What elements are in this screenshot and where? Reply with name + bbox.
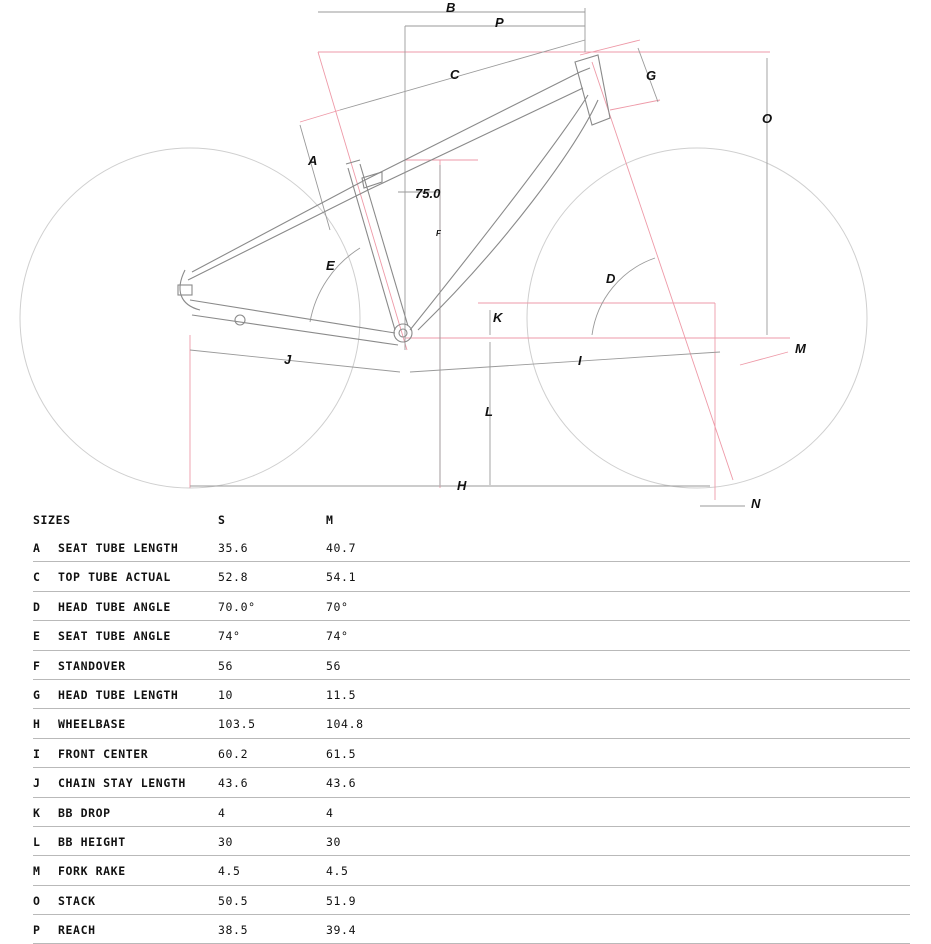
row-value-s: 56 (218, 658, 234, 673)
row-name: HEAD TUBE LENGTH (58, 687, 179, 702)
row-name: BB DROP (58, 805, 111, 820)
row-name: REACH (58, 923, 96, 938)
label-g: G (646, 68, 657, 83)
label-seat-angle-value: 75.0 (415, 186, 441, 201)
row-name: SEAT TUBE LENGTH (58, 541, 179, 555)
label-j: J (284, 352, 292, 367)
row-code: G (33, 687, 41, 702)
row-name: TOP TUBE ACTUAL (58, 570, 171, 585)
row-name: STANDOVER (58, 658, 126, 673)
row-value-m: 70° (326, 599, 349, 614)
row-value-m: 11.5 (326, 687, 357, 702)
row-name: WHEELBASE (58, 717, 126, 732)
row-value-m: 4.5 (326, 864, 349, 879)
label-a: A (308, 153, 318, 168)
table-row (33, 798, 910, 827)
row-name: BB HEIGHT (58, 834, 126, 849)
table-row (33, 709, 910, 738)
row-code: L (33, 834, 41, 849)
table-row (33, 827, 910, 856)
row-value-m: 51.9 (326, 893, 357, 908)
row-code: P (33, 923, 41, 938)
row-value-s: 52.8 (218, 570, 249, 585)
row-name: CHAIN STAY LENGTH (58, 776, 186, 791)
row-value-s: 10 (218, 687, 234, 702)
front-wheel (527, 148, 867, 488)
row-value-m: 61.5 (326, 746, 357, 761)
row-code: E (33, 629, 41, 644)
table-row (33, 886, 910, 915)
row-code: J (33, 776, 41, 791)
row-value-s: 38.5 (218, 923, 249, 938)
row-value-m: 104.8 (326, 717, 364, 732)
label-p: P (495, 15, 504, 30)
label-l: L (485, 404, 493, 419)
row-code: K (33, 805, 41, 820)
row-value-s: 4 (218, 805, 226, 820)
table-row (33, 680, 910, 709)
row-value-m: 54.1 (326, 570, 357, 585)
row-value-m: 43.6 (326, 776, 357, 791)
row-value-m: 56 (326, 658, 342, 673)
row-name: HEAD TUBE ANGLE (58, 599, 171, 614)
label-e: E (326, 258, 335, 273)
header-size-m: M (326, 513, 334, 527)
row-value-s: 4.5 (218, 864, 241, 879)
label-n: N (751, 496, 761, 510)
table-header (33, 505, 910, 533)
row-value-s: 35.6 (218, 541, 249, 555)
table-row (33, 768, 910, 797)
label-m: M (795, 341, 806, 356)
table-row (33, 592, 910, 621)
row-value-m: 4 (326, 805, 334, 820)
table-row (33, 739, 910, 768)
label-d: D (606, 271, 616, 286)
table-row (33, 533, 910, 562)
row-code: O (33, 893, 41, 908)
bike-frame (178, 55, 610, 345)
row-name: FORK RAKE (58, 864, 126, 879)
row-value-s: 60.2 (218, 746, 249, 761)
row-code: C (33, 570, 41, 585)
table-row (33, 621, 910, 650)
row-code: A (33, 541, 41, 555)
table-row (33, 651, 910, 680)
row-value-s: 50.5 (218, 893, 249, 908)
header-size-s: S (218, 513, 226, 527)
label-c: C (450, 67, 460, 82)
row-value-s: 43.6 (218, 776, 249, 791)
dimension-lines (190, 8, 767, 506)
row-code: H (33, 717, 41, 732)
row-value-s: 74° (218, 629, 241, 644)
table-row (33, 562, 910, 591)
header-sizes: SIZES (33, 513, 71, 527)
row-code: D (33, 599, 41, 614)
row-code: M (33, 864, 41, 879)
table-body (33, 533, 910, 944)
label-k: K (493, 310, 503, 325)
table-row (33, 856, 910, 885)
row-name: SEAT TUBE ANGLE (58, 629, 171, 644)
label-b: B (446, 0, 456, 15)
row-value-m: 40.7 (326, 541, 357, 555)
row-value-m: 30 (326, 834, 342, 849)
row-value-s: 103.5 (218, 717, 256, 732)
row-value-s: 30 (218, 834, 234, 849)
label-h: H (457, 478, 467, 493)
label-f: F (436, 229, 441, 238)
row-name: FRONT CENTER (58, 746, 149, 761)
row-value-m: 39.4 (326, 923, 357, 938)
row-code: I (33, 746, 41, 761)
row-name: STACK (58, 893, 96, 908)
geometry-table (33, 505, 910, 944)
table-row (33, 915, 910, 944)
row-code: F (33, 658, 41, 673)
label-o: O (762, 111, 773, 126)
row-value-s: 70.0° (218, 599, 256, 614)
label-i: I (578, 353, 582, 368)
row-value-m: 74° (326, 629, 349, 644)
